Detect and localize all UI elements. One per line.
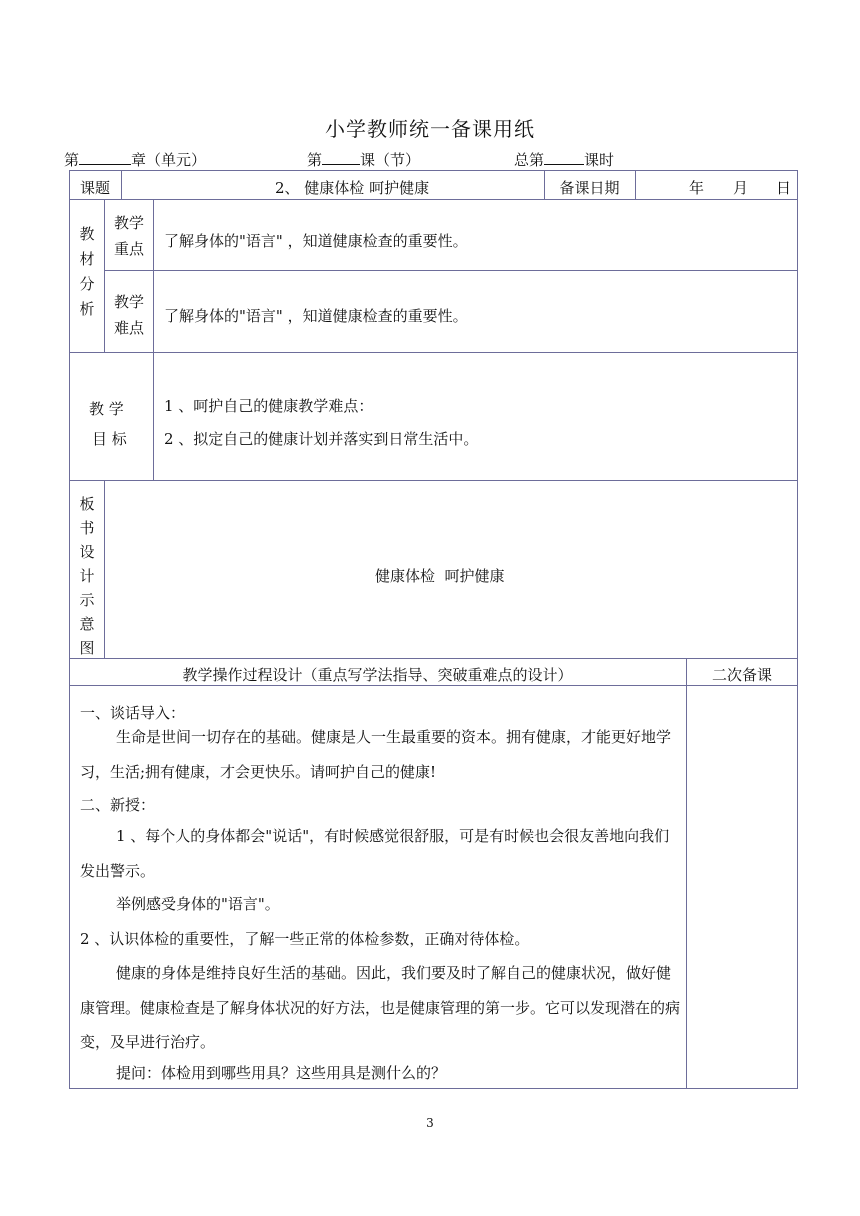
process-paragraph: 健康的身体是维持良好生活的基础。因此，我们要及时了解自己的健康状况，做好健康管理。健康检查是了解身体状况的好方法，也是健康管理的第一步。它可以发现潜在的病变，及早进行治疗。 (80, 964, 681, 1051)
total-field: 总第 课时 (514, 151, 615, 169)
process-paragraph: 1 、每个人的身体都会"说话"，有时候感觉很舒服，可是有时候也会很友善地向我们发出警示。 (80, 827, 670, 880)
key-points-label: 教学重点 (113, 214, 144, 258)
process-header: 教学操作过程设计（重点写学法指导、突破重难点的设计） (182, 666, 573, 684)
difficulty-label: 教学难点 (113, 293, 144, 337)
topic-label: 课题 (79, 179, 110, 197)
analysis-label: 教材分析 (79, 225, 95, 318)
process-paragraph: 举例感受身体的"语言"。 (116, 895, 280, 913)
process-paragraph: 一、谈话导入： (80, 704, 186, 722)
board-design-label: 板书设计示意图 (79, 495, 95, 657)
process-paragraph: 生命是世间一切存在的基础。健康是人一生最重要的资本。拥有健康，才能更好地学习，生活;拥有健康，才会更快乐。请呵护自己的健康! (80, 728, 672, 781)
date-year-label: 年 (689, 179, 705, 197)
process-paragraph: 提问：体检用到哪些用具？这些用具是测什么的？ (116, 1064, 447, 1082)
date-month-label: 月 (733, 179, 749, 197)
topic-value: 2、 健康体检 呵护健康 (275, 179, 430, 197)
chapter-field: 第 章（单元） (64, 151, 207, 169)
prep-date-label: 备课日期 (559, 179, 620, 197)
goals-label-line2: 目 标 (92, 430, 127, 448)
board-design-content: 健康体检 呵护健康 (375, 567, 505, 585)
goal-item-1: 1 、呵护自己的健康教学难点： (164, 397, 374, 415)
difficulty-text: 了解身体的"语言" ，知道健康检查的重要性。 (164, 307, 468, 325)
goal-item-2: 2 、拟定自己的健康计划并落实到日常生活中。 (164, 430, 479, 448)
process-paragraph: 二、新授： (80, 796, 156, 814)
lesson-field: 第 课（节） (307, 151, 421, 169)
key-points-text: 了解身体的"语言" ，知道健康检查的重要性。 (164, 232, 468, 250)
page-number: 3 (426, 1116, 434, 1130)
second-prep-label: 二次备课 (711, 666, 772, 684)
page-title: 小学教师统一备课用纸 (325, 117, 535, 141)
date-day-label: 日 (776, 179, 792, 197)
goals-label-line1: 教 学 (89, 400, 124, 418)
process-paragraph: 2 、认识体检的重要性，了解一些正常的体检参数，正确对待体检。 (80, 930, 530, 948)
